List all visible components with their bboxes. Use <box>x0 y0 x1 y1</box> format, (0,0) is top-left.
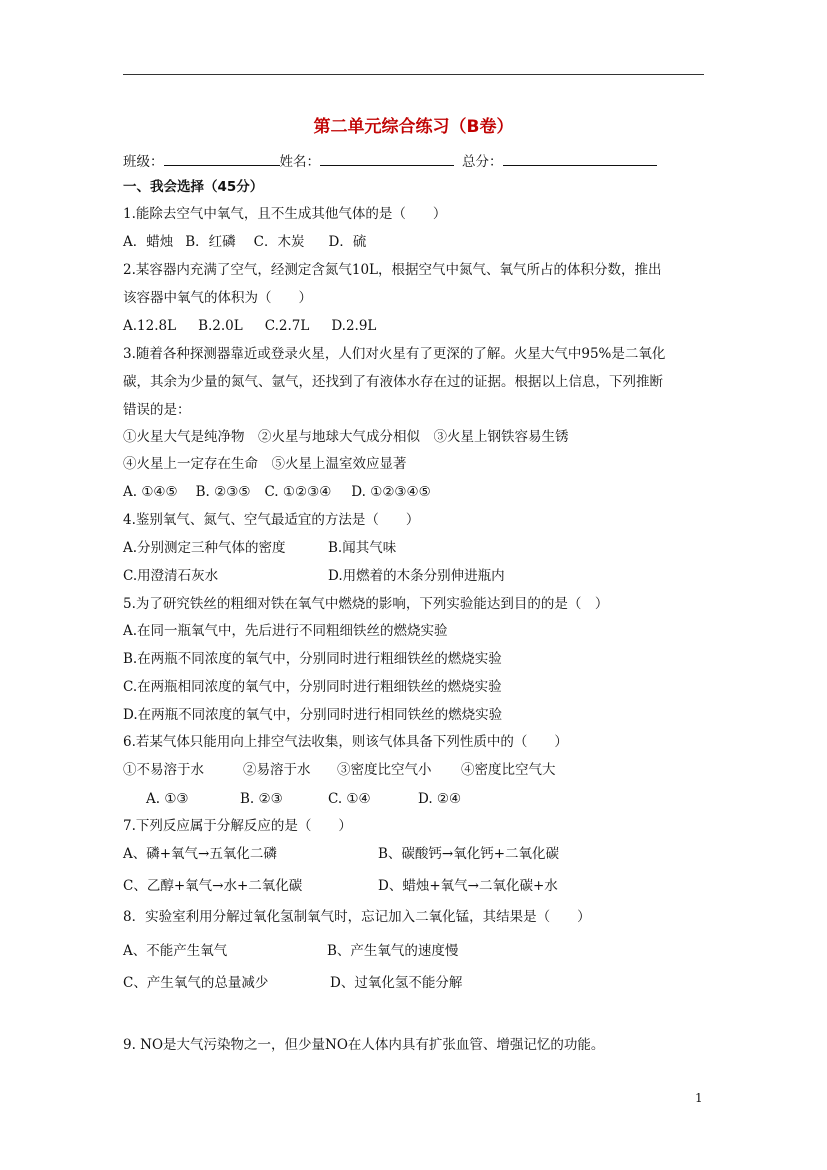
option-b: B.2.0L <box>198 318 243 334</box>
q8-options-row1 <box>123 942 458 960</box>
q1-options <box>123 233 366 251</box>
option-d: D. ②④ <box>418 791 462 807</box>
q2-stem-line1: 2.某容器内充满了空气，经测定含氮气10L，根据空气中氮气、氧气所占的体积分数，推出 <box>123 262 662 278</box>
option-c: C、产生氧气的总量减少 <box>123 975 269 991</box>
option-b: B．红磷 <box>185 234 236 250</box>
q3-options <box>123 483 431 501</box>
q3-stem-line3: 错误的是： <box>123 402 191 418</box>
q3-statements-2: ④火星上一定存在生命 ⑤火星上温室效应显著 <box>123 456 407 472</box>
option-d: D.用燃着的木条分别伸进瓶内 <box>328 568 505 584</box>
option-d: D. ①②③④⑤ <box>351 484 431 500</box>
option-d: D、过氧化氢不能分解 <box>330 975 463 991</box>
q6-stem: 6.若某气体只能用向上排空气法收集，则该气体具备下列性质中的（ ） <box>123 734 568 750</box>
q3-stem-line2: 碳，其余为少量的氮气、氩气，还找到了有液体水存在过的证据。根据以上信息，下列推断 <box>123 374 663 390</box>
q5-option-a: A.在同一瓶氧气中，先后进行不同粗细铁丝的燃烧实验 <box>123 623 448 639</box>
q6-statements <box>123 761 556 779</box>
name-label: 姓名： <box>279 154 320 170</box>
q5-option-c: C.在两瓶相同浓度的氧气中，分别同时进行粗细铁丝的燃烧实验 <box>123 679 502 695</box>
option-a: A. ①③ <box>146 791 189 807</box>
q7-options-row1 <box>123 845 559 863</box>
option-a: A、磷+氧气→五氧化二磷 <box>123 846 277 862</box>
score-label: 总分： <box>462 154 503 170</box>
q7-stem: 7.下列反应属于分解反应的是（ ） <box>123 818 352 834</box>
statement-3: ③密度比空气小 <box>337 762 432 778</box>
option-a: A．蜡烛 <box>123 234 174 250</box>
section-heading: 一、我会选择（45分） <box>123 179 264 195</box>
q8-stem: 8．实验室利用分解过氧化氢制氧气时，忘记加入二氧化锰，其结果是（ ） <box>123 909 591 925</box>
option-d: D．硫 <box>328 234 367 250</box>
q6-options <box>146 790 461 808</box>
student-info-row <box>123 151 657 171</box>
statement-1: ①不易溶于水 <box>123 762 204 778</box>
score-blank <box>503 151 657 166</box>
option-d: D、蜡烛+氧气→二氧化碳+水 <box>378 878 558 894</box>
option-c: C. ①④ <box>328 791 371 807</box>
q1-stem: 1.能除去空气中氧气，且不生成其他气体的是（ ） <box>123 206 447 222</box>
option-b: B. ②③ <box>240 791 283 807</box>
statement-2: ②易溶于水 <box>243 762 311 778</box>
option-b: B.闻其气味 <box>328 540 397 556</box>
page-number: 1 <box>695 1091 703 1105</box>
q3-stem-line1: 3.随着各种探测器靠近或登录火星，人们对火星有了更深的了解。火星大气中95%是二氧化 <box>123 346 666 362</box>
option-c: C、乙醇+氧气→水+二氧化碳 <box>123 878 303 894</box>
q7-options-row2 <box>123 877 558 895</box>
option-c: C. ①②③④ <box>264 484 332 500</box>
option-a: A. ①④⑤ <box>123 484 178 500</box>
statement-4: ④密度比空气大 <box>461 762 556 778</box>
q4-options-row1 <box>123 539 396 557</box>
class-label: 班级： <box>123 154 164 170</box>
option-a: A.分别测定三种气体的密度 <box>123 540 286 556</box>
q2-options <box>123 317 376 335</box>
q5-option-b: B.在两瓶不同浓度的氧气中，分别同时进行粗细铁丝的燃烧实验 <box>123 651 502 667</box>
class-blank <box>164 151 280 166</box>
header-rule <box>123 74 704 75</box>
option-b: B、产生氧气的速度慢 <box>327 943 459 959</box>
q2-stem-line2: 该容器中氧气的体积为（ ） <box>123 290 312 306</box>
q8-options-row2 <box>123 974 462 992</box>
q4-options-row2 <box>123 567 505 585</box>
q5-stem: 5.为了研究铁丝的粗细对铁在氧气中燃烧的影响，下列实验能达到目的的是（ ） <box>123 596 609 612</box>
option-c: C．木炭 <box>253 234 305 250</box>
q5-option-d: D.在两瓶不同浓度的氧气中，分别同时进行相同铁丝的燃烧实验 <box>123 707 503 723</box>
option-a: A.12.8L <box>123 318 177 334</box>
option-b: B. ②③⑤ <box>195 484 251 500</box>
option-d: D.2.9L <box>331 318 377 334</box>
option-b: B、碳酸钙→氧化钙+二氧化碳 <box>378 846 560 862</box>
q9-stem: 9. NO是大气污染物之一，但少量NO在人体内具有扩张血管、增强记忆的功能。 <box>123 1037 605 1053</box>
q4-stem: 4.鉴别氧气、氮气、空气最适宜的方法是（ ） <box>123 512 420 528</box>
name-blank <box>320 151 454 166</box>
option-c: C.用澄清石灰水 <box>123 568 219 584</box>
q3-statements-1: ①火星大气是纯净物 ②火星与地球大气成分相似 ③火星上钢铁容易生锈 <box>123 429 569 445</box>
option-a: A、不能产生氧气 <box>123 943 228 959</box>
option-c: C.2.7L <box>264 318 310 334</box>
page-title: 第二单元综合练习（B卷） <box>313 117 514 137</box>
